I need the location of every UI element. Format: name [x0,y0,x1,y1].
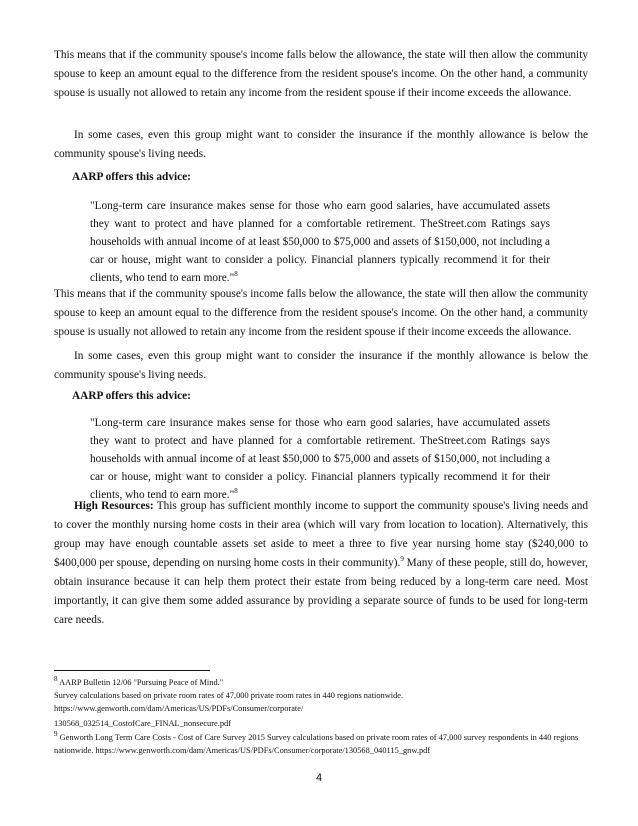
high-resources-text-a: This group has sufficient monthly income to support the community spouse's living needs and to cover the monthly nursing home costs in their area (which will vary from location to location). Alternatively, this group may have enough countable assets set aside to meet a three to five year nursing home stay ($240,000 to $400,000 per spouse, depending on nursing home costs in their community). [54,500,588,569]
footnote-8-number: 8 [54,675,58,684]
paragraph-some-cases-2: In some cases, even this group might want to consider the insurance if the monthly allowance is below the community spouse's living needs. [54,350,588,381]
footnote-9-number: 9 [54,730,58,739]
footnote-divider [54,670,210,671]
footnote-ref-8-a: 8 [234,270,238,279]
quote-aarp-2-text: "Long-term care insurance makes sense for those who earn good salaries, have accumulated assets they want to protect and have planned for a comfortable retirement. TheStreet.com Ratings says households with annual income of at least $50,000 to $75,000 and assets of $150,000, not including a car or house, might want to consider a policy. Financial planners typically recommend it for their clients, who tend to earn more." [90,417,550,501]
paragraph-community-spouse-2: This means that if the community spouse's income falls below the allowance, the state will then allow the community spouse to keep an amount equal to the difference from the resident spouse's income. On the other hand, a community spouse is usually not allowed to retain any income from the resident spouse if their income exceeds the allowance. [54,288,588,338]
footnote-8-filename: 130568_032514_CostofCare_FINAL_nonsecure.pdf [54,719,232,728]
high-resources-label: High Resources: [74,500,154,512]
footnote-ref-8-b: 8 [234,487,238,496]
quote-aarp-1-text: "Long-term care insurance makes sense for those who earn good salaries, have accumulated assets they want to protect and have planned for a comfortable retirement. TheStreet.com Ratings says households with annual income of at least $50,000 to $75,000 and assets of $150,000, not including a car or house, might want to consider a policy. Financial planners typically recommend it for their clients, who tend to earn more." [90,200,550,284]
footnote-8-url: https://www.genworth.com/dam/Americas/US/PDFs/Consumer/corporate/ [54,704,304,713]
heading-aarp-advice-2: AARP offers this advice: [72,390,191,402]
paragraph-some-cases-1: In some cases, even this group might want to consider the insurance if the monthly allowance is below the community spouse's living needs. [54,129,588,160]
heading-aarp-advice-1: AARP offers this advice: [72,171,191,183]
footnote-ref-9: 9 [400,555,404,564]
paragraph-high-resources [54,497,588,630]
quote-aarp-1 [90,197,550,287]
footnote-8-title: AARP Bulletin 12/06 "Pursuing Peace of Mind." [57,678,224,687]
footnote-8-survey: Survey calculations based on private room rates of 47,000 private room rates in 440 regions nationwide. [54,691,404,700]
footnote-9 [54,731,588,757]
footnote-8 [54,676,588,715]
footnote-9-text: Genworth Long Term Care Costs - Cost of Care Survey 2015 Survey calculations based on private room rates of 47,000 survey respondents in 440 regions nationwide. https://www.genworth.com/dam/Americas/US/PDFs/Consumer/corporate/130568_040115_gnw.pdf [54,733,579,755]
high-resources-text-b: Many of these people, still do, however, obtain insurance because it can help them protect their estate from being reduced by a long-term care need. Most importantly, it can give them some added assurance by providing a separate source of funds to be used for long-term care needs. [54,557,588,626]
page-number: 4 [315,772,323,784]
quote-aarp-2 [90,414,550,504]
paragraph-community-spouse-1: This means that if the community spouse's income falls below the allowance, the state will then allow the community spouse to keep an amount equal to the difference from the resident spouse's income. On the other hand, a community spouse is usually not allowed to retain any income from the resident spouse if their income exceeds the allowance. [54,49,588,99]
